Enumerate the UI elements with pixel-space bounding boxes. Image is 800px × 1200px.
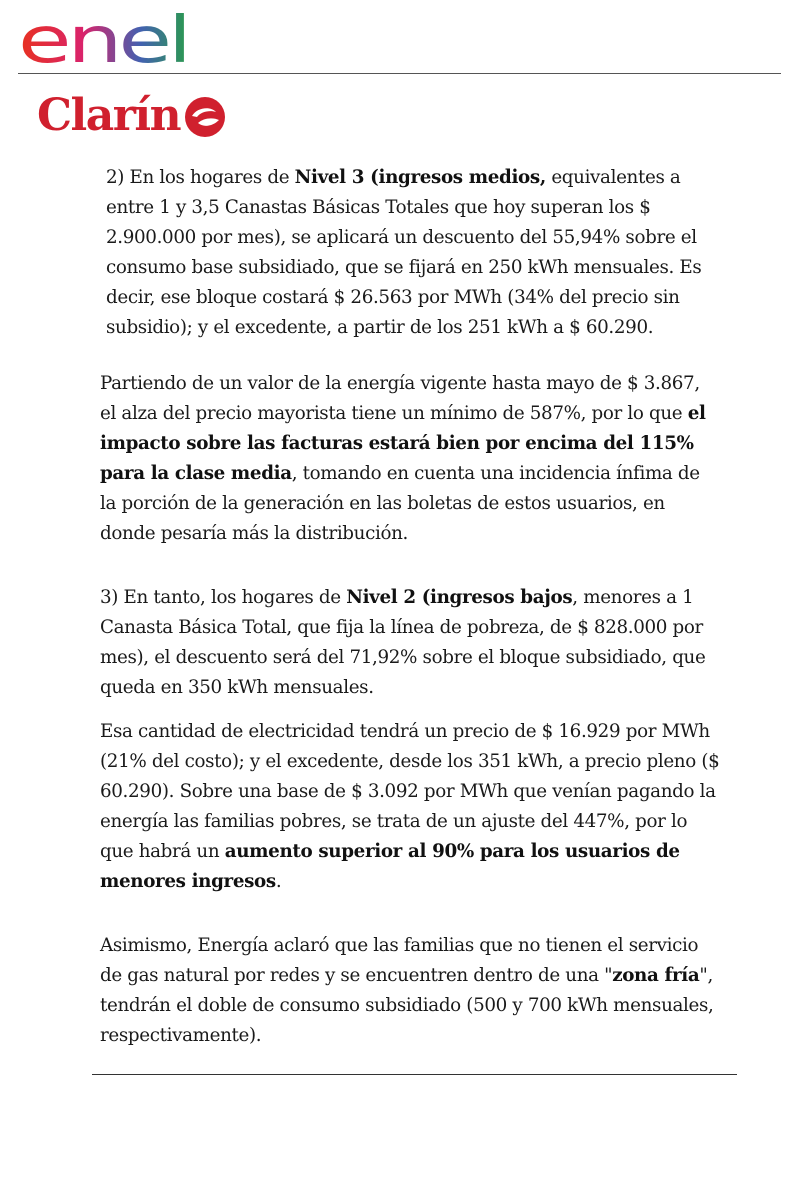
paragraph-text: , tomando en cuenta una incidencia ínfima de la porción de la generación en las boletas de estos usuarios, en donde pesaría más la distribución. xyxy=(100,463,700,544)
paragraph-text: ", tendrán el doble de consumo subsidiado (500 y 700 kWh mensuales, respectivamente). xyxy=(100,965,714,1046)
clarin-wordmark: Clarín xyxy=(37,90,181,141)
paragraph-bold-text: Nivel 3 (ingresos medios, xyxy=(294,167,546,188)
paragraph-text: . xyxy=(275,871,282,892)
paragraph-nivel-3 xyxy=(106,163,726,343)
paragraph-precio-electricidad xyxy=(100,717,720,897)
paragraph-text: equivalentes a entre 1 y 3,5 Canastas Básicas Totales que hoy superan los $ 2.900.000 por mes), se aplicará un descuento del 55,94% sobre el consumo base subsidiado, que se fijará en 250 kWh mensuales. Es decir, ese bloque costará $ 26.563 por MWh (34% del precio sin subsidio); y el excedente, a partir de los 251 kWh a $ 60.290. xyxy=(106,167,702,338)
svg-text:enel: enel xyxy=(18,4,188,70)
paragraph-text: 2) En los hogares de xyxy=(106,167,295,188)
clarin-emblem-icon xyxy=(184,96,226,138)
paragraph-bold-text: zona fría xyxy=(612,965,700,986)
enel-logo xyxy=(18,4,193,70)
paragraph-bold-text: Nivel 2 (ingresos bajos xyxy=(346,587,573,608)
paragraph-impacto-clase-media xyxy=(100,369,720,549)
footer-divider xyxy=(92,1074,737,1075)
paragraph-text: 3) En tanto, los hogares de xyxy=(100,587,347,608)
paragraph-nivel-2 xyxy=(100,583,720,703)
paragraph-text: Esa cantidad de electricidad tendrá un precio de $ 16.929 por MWh (21% del costo); y el excedente, desde los 351 kWh, a precio pleno ($ 60.290). Sobre una base de $ 3.092 por MWh que venían pagando la energía las familias pobres, se trata de un ajuste del 447%, por lo que habrá un xyxy=(100,721,720,862)
clarin-logo xyxy=(37,90,226,142)
paragraph-bold-text: aumento superior al 90% para los usuarios de menores ingresos xyxy=(100,841,680,892)
header-divider xyxy=(18,73,781,74)
paragraph-text: , menores a 1 Canasta Básica Total, que fija la línea de pobreza, de $ 828.000 por mes), el descuento será del 71,92% sobre el bloque subsidiado, que queda en 350 kWh mensuales. xyxy=(100,587,706,698)
paragraph-zona-fria xyxy=(100,931,720,1051)
paragraph-text: Asimismo, Energía aclaró que las familias que no tienen el servicio de gas natural por redes y se encuentren dentro de una " xyxy=(100,935,699,986)
paragraph-bold-text: el impacto sobre las facturas estará bien por encima del 115% para la clase media xyxy=(100,403,706,484)
paragraph-text: Partiendo de un valor de la energía vigente hasta mayo de $ 3.867, el alza del precio mayorista tiene un mínimo de 587%, por lo que xyxy=(100,373,700,424)
